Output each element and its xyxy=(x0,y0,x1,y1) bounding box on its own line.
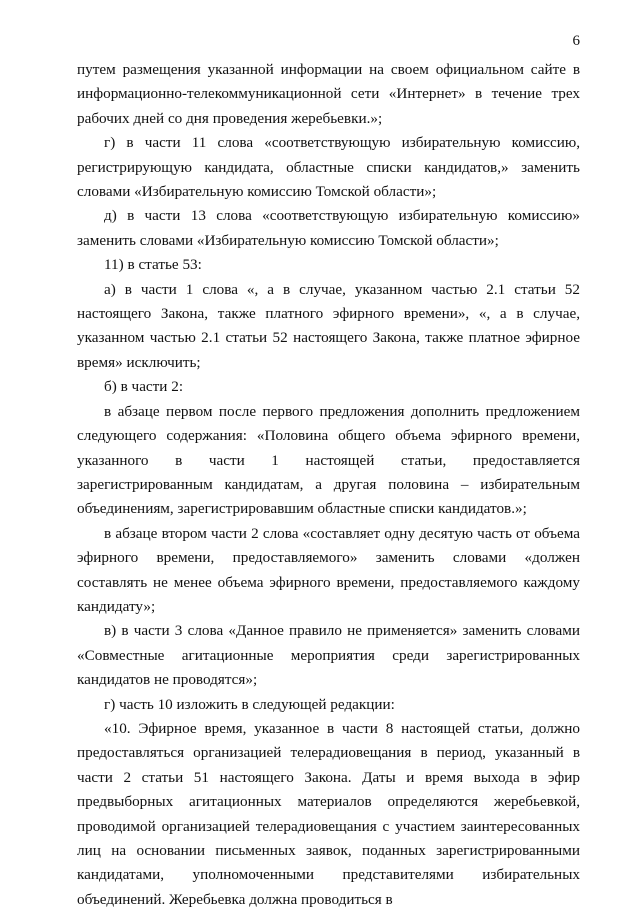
paragraph-second-abzats: в абзаце втором части 2 слова «составляет одну десятую часть от объема эфирного времени, предоставляемого» заменить словами «должен составлять не менее объема эфирного времени, предоставляемого каждому кандидату»; xyxy=(77,524,580,615)
paragraph-part-10-text: «10. Эфирное время, указанное в части 8 настоящей статьи, должно предоставляться организацией телерадиовещания в период, указанный в части 2 статьи 51 настоящего Закона. Даты и время выхода в эфир предвыборных агитационных материалов определяются жеребьевкой, проводимой организацией телерадиовещания с участием заинтересованных лиц на основании письменных заявок, поданных зарегистрированными кандидатами, уполномоченными представителями избирательных объединений. Жеребьевка должна проводиться в xyxy=(77,719,580,908)
paragraph-item-g-part-10: г) часть 10 изложить в следующей редакции: xyxy=(104,695,395,713)
paragraph-item-b-part-2: б) в части 2: xyxy=(104,378,184,396)
page-number: 6 xyxy=(572,33,580,49)
document-body xyxy=(77,58,580,912)
paragraph-first-abzats: в абзаце первом после первого предложения дополнить предложением следующего содержания: «Половина общего объема эфирного времени, указанного в части 1 настоящей статьи, предоставляется зарегистрированным кандидатам, а другая половина – избирательным объединениям, зарегистрировавшим областные списки кандидатов.»; xyxy=(77,402,580,518)
paragraph-item-v-part-3: в) в части 3 слова «Данное правило не применяется» заменить словами «Совместные агитационные мероприятия среди зарегистрированных кандидатов не проводятся»; xyxy=(77,622,580,689)
paragraph-item-d-part-13: д) в части 13 слова «соответствующую избирательную комиссию» заменить словами «Избирательную комиссию Томской области»; xyxy=(77,207,580,249)
paragraph-article-53-heading: 11) в статье 53: xyxy=(104,256,202,274)
paragraph-item-a-part-1: а) в части 1 слова «, а в случае, указанном частью 2.1 статьи 52 настоящего Закона, также платного эфирного времени», «, а в случае, указанном частью 2.1 статьи 52 настоящего Закона, также платное эфирное время» исключить; xyxy=(77,280,580,371)
paragraph-item-g-part-11: г) в части 11 слова «соответствующую избирательную комиссию, регистрирующую кандидата, областные списки кандидатов,» заменить словами «Избирательную комиссию Томской области»; xyxy=(77,134,580,201)
paragraph-continuation: путем размещения указанной информации на своем официальном сайте в информационно-телекоммуникационной сети «Интернет» в течение трех рабочих дней со дня проведения жеребьевки.»; xyxy=(77,61,580,127)
